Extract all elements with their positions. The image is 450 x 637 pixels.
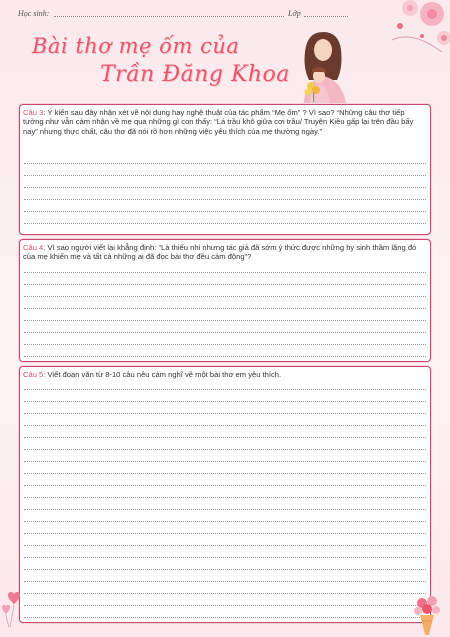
answer-line — [24, 581, 426, 582]
question-5-number: Câu 5: — [23, 370, 46, 379]
question-4-prompt: Vì sao người viết lại khẳng định: “Là thiếu nhi nhưng tác giả đã sớm ý thức được những hy sinh thầm lặng đó của mẹ khiến mẹ và tất cả những ai đã đọc bài thơ đều cảm động”? — [23, 243, 417, 262]
student-info-line — [18, 9, 348, 21]
answer-line — [24, 593, 426, 594]
answer-line — [24, 413, 426, 414]
answer-line — [24, 296, 426, 297]
question-3-answer-area[interactable] — [24, 155, 426, 233]
flower-bouquet-decoration — [412, 595, 442, 637]
question-3-number: Câu 3: — [23, 108, 46, 117]
answer-line — [24, 545, 426, 546]
question-3-text — [23, 108, 426, 136]
question-4-text — [23, 243, 426, 262]
answer-line — [24, 401, 426, 402]
answer-line — [24, 473, 426, 474]
question-5-prompt: Viết đoạn văn từ 8-10 câu nêu cảm nghĩ về một bài thơ em yêu thích. — [45, 370, 282, 379]
answer-line — [24, 521, 426, 522]
page-title-line1: Bài thơ mẹ ốm của — [32, 34, 240, 58]
floral-decoration-top-right — [372, 0, 450, 60]
answer-line — [24, 163, 426, 164]
answer-line — [24, 425, 426, 426]
answer-line — [24, 485, 426, 486]
answer-line — [24, 332, 426, 333]
answer-line — [24, 557, 426, 558]
answer-line — [24, 389, 426, 390]
answer-line — [24, 605, 426, 606]
answer-line — [24, 175, 426, 176]
answer-line — [24, 533, 426, 534]
answer-line — [24, 187, 426, 188]
answer-line — [24, 308, 426, 309]
answer-line — [24, 284, 426, 285]
answer-line — [24, 320, 426, 321]
answer-line — [24, 199, 426, 200]
student-name-blank[interactable] — [54, 16, 284, 17]
answer-line — [24, 211, 426, 212]
answer-line — [24, 272, 426, 273]
mother-child-illustration — [297, 28, 355, 108]
heart-balloons-decoration — [0, 589, 28, 629]
question-4-number: Câu 4: — [23, 243, 46, 252]
answer-line — [24, 437, 426, 438]
student-name-label: Học sinh: — [18, 9, 50, 18]
question-5-answer-area[interactable] — [24, 381, 426, 621]
answer-line — [24, 461, 426, 462]
answer-line — [24, 356, 426, 357]
answer-line — [24, 344, 426, 345]
answer-line — [24, 449, 426, 450]
answer-line — [24, 569, 426, 570]
answer-line — [24, 223, 426, 224]
answer-line — [24, 617, 426, 618]
question-4-box — [19, 239, 431, 362]
page-title-line2: Trần Đăng Khoa — [100, 62, 290, 87]
question-3-box — [19, 104, 431, 235]
question-3-prompt: Ý kiến sau đây nhận xét về nội dung hay nghệ thuật của tác phẩm “Mẹ ốm” ? Vì sao? “Những câu thơ tiếp tưởng như vẫn cảm nhận về mẹ qua những gì con thấy: “Lá trầu khô giữa cơi trầu/ Truyện Kiều gấp lại trên đầu bấy nay” nhưng thực chất, câu thơ đã nói rõ hơn những việc yêu thích của mẹ thường ngày.” — [23, 108, 414, 136]
class-blank[interactable] — [304, 16, 348, 17]
question-5-box — [19, 366, 431, 623]
answer-line — [24, 497, 426, 498]
answer-line — [24, 509, 426, 510]
question-5-text — [23, 370, 426, 379]
class-label: Lớp — [288, 9, 301, 18]
question-4-answer-area[interactable] — [24, 264, 426, 360]
